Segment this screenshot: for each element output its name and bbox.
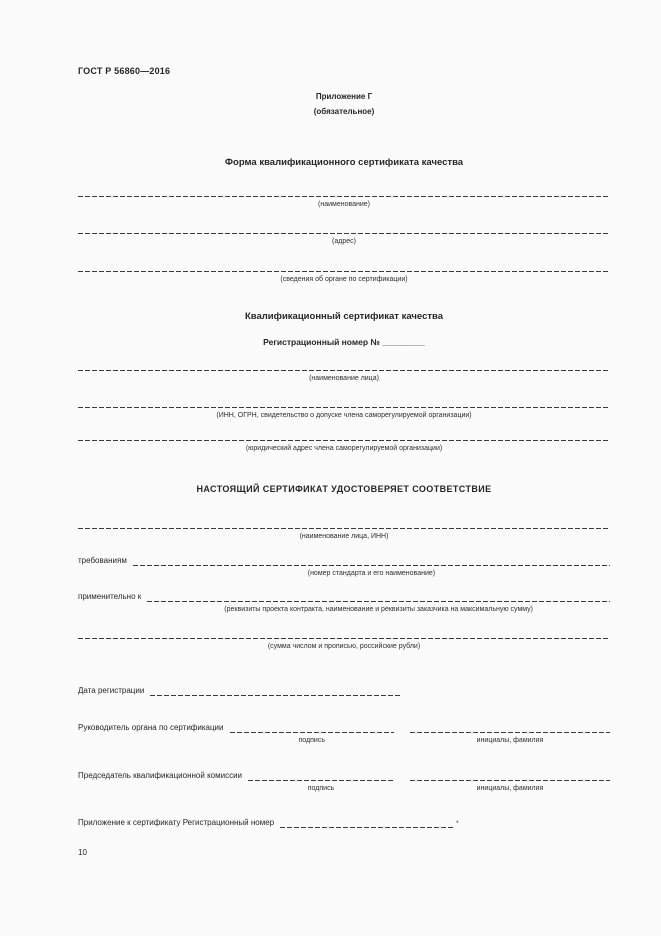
annex-label: Приложение к сертификату Регистрационный номер: [78, 818, 275, 827]
issuer-name-field: [78, 196, 610, 209]
footnote-asterisk: *: [456, 820, 459, 827]
fill-line: [410, 780, 610, 781]
registration-date-field: [78, 686, 610, 696]
applicability-label: применительно к: [78, 592, 142, 601]
signature-caption: подпись: [307, 785, 335, 792]
signature-caption: подпись: [298, 737, 325, 744]
field-caption: (сведения об органе по сертификации): [280, 276, 408, 283]
field-caption: (наименование): [318, 201, 370, 208]
field-caption: (ИНН, ОГРН, свидетельство о допуске члена саморегулируемой организации): [216, 412, 472, 419]
holder-name-field: [78, 370, 610, 383]
fill-line: [78, 638, 610, 639]
form-title: Форма квалификационного сертификата качества: [224, 157, 464, 168]
appendix-note: (обязательное): [313, 107, 375, 116]
fill-line: [78, 196, 610, 197]
registration-number: Регистрационный номер № _________: [263, 337, 425, 347]
field-caption: (номер стандарта и его наименование): [307, 570, 436, 577]
field-caption: (адрес): [332, 238, 356, 245]
head-signature-row: [78, 723, 610, 745]
fill-line: [78, 233, 610, 234]
fill-line: [78, 440, 610, 441]
applicability-field: [78, 592, 610, 614]
field-caption: (наименование лица): [309, 375, 379, 382]
field-caption: (сумма числом и прописью, российские рубли): [267, 643, 421, 650]
appendix-title: Приложение Г: [315, 92, 373, 101]
requirements-field: [78, 556, 610, 578]
field-caption: (наименование лица, ИНН): [299, 533, 389, 540]
page-number: 10: [78, 848, 87, 857]
page-content: [78, 0, 610, 936]
certificate-title: Квалификационный сертификат качества: [244, 311, 444, 322]
chairman-signature-label: Председатель квалификационной комиссии: [78, 771, 243, 780]
subject-field: [78, 528, 610, 541]
fill-line: [78, 370, 610, 371]
field-caption: (юридический адрес члена саморегулируемой организации): [245, 445, 443, 452]
fill-line: [78, 271, 610, 272]
issuer-address-field: [78, 233, 610, 246]
issuer-org-info-field: [78, 271, 610, 284]
registration-date-label: Дата регистрации: [78, 686, 145, 695]
head-signature-label: Руководитель органа по сертификации: [78, 723, 224, 732]
fill-line: [150, 695, 402, 696]
name-caption: инициалы, фамилия: [476, 737, 544, 744]
holder-address-field: [78, 440, 610, 453]
annex-footnote-row: [78, 818, 610, 828]
fill-line: [133, 565, 610, 566]
holder-ids-field: [78, 407, 610, 420]
fill-line: [248, 780, 394, 781]
fill-line: [147, 601, 610, 602]
field-caption: (реквизиты проекта контракта, наименование и реквизиты заказчика на максимальную сумму): [224, 606, 533, 613]
chairman-signature-row: [78, 771, 610, 793]
fill-line: [280, 827, 455, 828]
name-caption: инициалы, фамилия: [476, 785, 544, 792]
fill-line: [410, 732, 610, 733]
statement-heading: НАСТОЯЩИЙ СЕРТИФИКАТ УДОСТОВЕРЯЕТ СООТВЕТСТВИЕ: [196, 484, 492, 494]
fill-line: [78, 407, 610, 408]
sum-field: [78, 638, 610, 651]
fill-line: [230, 732, 395, 733]
fill-line: [78, 528, 610, 529]
requirements-label: требованиям: [78, 556, 127, 565]
gost-number: ГОСТ Р 56860—2016: [78, 66, 171, 76]
